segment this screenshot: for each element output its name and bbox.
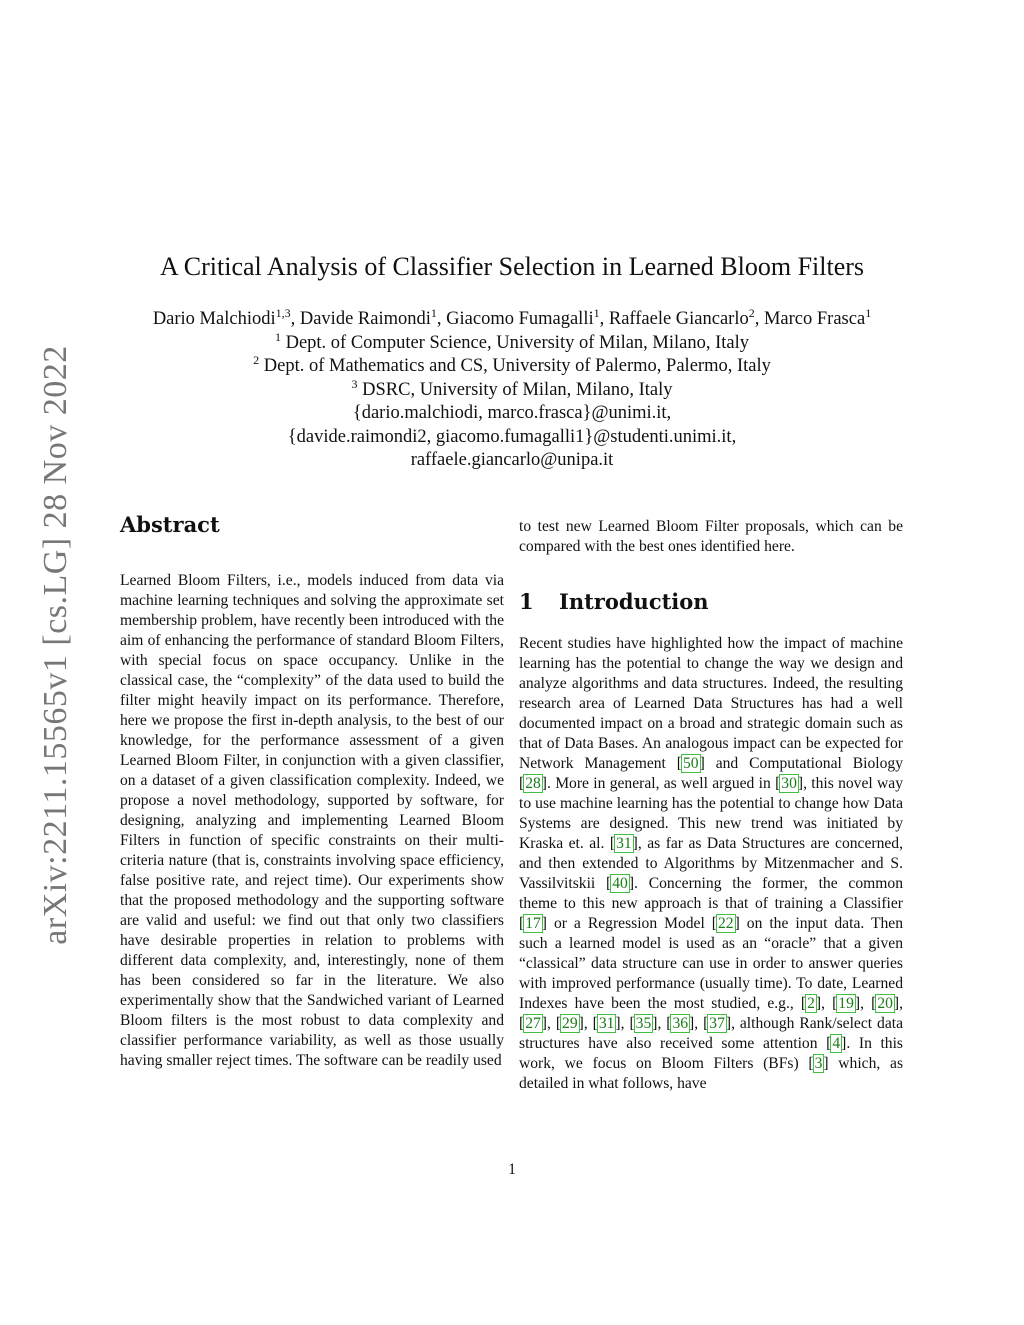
citation-link[interactable]: 31 (598, 1015, 615, 1032)
section-title: Introduction (559, 589, 709, 614)
right-column (519, 517, 903, 1094)
author-affiliation-mark: 1 (430, 306, 437, 320)
author-name: Davide Raimondi (299, 309, 431, 329)
affiliation-line: $^1$ Dept. of Computer Science, University of Milan, Milano, Italy (274, 329, 750, 353)
author-affiliation-mark: 1 (593, 306, 600, 320)
author-affiliation-mark: 1,3 (275, 306, 291, 320)
citation-link[interactable]: 37 (709, 1015, 725, 1032)
affiliation-line: $^2$ Dept. of Mathematics and CS, University of Palermo, Palermo, Italy (253, 353, 771, 376)
citation-link[interactable]: 4 (832, 1035, 841, 1052)
citation-link[interactable]: 19 (838, 995, 854, 1012)
author-name: Dario Malchiodi (152, 309, 276, 329)
arxiv-identifier-stamp: arXiv:2211.15565v1 [cs.LG] 28 Nov 2022 (37, 345, 74, 945)
citation-link[interactable]: 30 (781, 775, 797, 792)
author-name: Marco Frasca (763, 309, 866, 329)
author-list: Dario Malchiodi$^{1,3}$, Davide Raimondi$^1$, Giacomo Fumagalli$^1$, Raffaele Giancarlo$^2$, Marco Frasca$^1$ (152, 306, 872, 329)
page-number: 1 (508, 1161, 516, 1178)
abstract-text: Learned Bloom Filters, i.e., models induced from data via machine learning techniques and solving the approximate set membership problem, have recently been introduced with the aim of enhancing the performance of standard Bloom Filters, with special focus on space occupancy. Unlike in the classical case, the “complexity” of the data used to build the filter might heavily impact on its performance. Therefore, here we propose the first in-depth analysis, to the best of our knowledge, for the performance assessment of a given Learned Bloom Filter, in conjunction with a given classifier, on a dataset of a given classification complexity. Indeed, we propose a novel methodology, supported by software, for designing, analyzing and implementing Learned Bloom Filters in function of specific constraints on their multi-criteria nature (that is, constraints involving space efficiency, false positive rate, and reject time). Our experiments show that the proposed methodology and the supporting software are valid and useful: we find out that only two classifiers have desirable properties in relation to problems with different data complexity, and, interestingly, none of them has been considered so far in the literature. We also experimentally show that the Sandwiched variant of Learned Bloom filters is the most robust to data complexity and classifier performance variability, as well as those usually having smaller reject times. The software can be readily used (120, 572, 504, 1069)
affiliation-mark: 1 (274, 329, 281, 344)
citation-link[interactable]: 50 (683, 755, 699, 772)
citation-link[interactable]: 40 (612, 875, 628, 892)
affiliation-mark: 2 (253, 353, 260, 367)
author-affiliation-mark: 1 (865, 306, 872, 320)
abstract-heading: Abstract (120, 512, 220, 537)
citation-link[interactable]: 27 (525, 1015, 541, 1032)
citation-link[interactable]: 3 (814, 1055, 823, 1072)
introduction-text: Recent studies have highlighted how the impact of machine learning has the potential to change the way we design and analyze algorithms and data structures. Indeed, the resulting research area of Learned Data Structures has had a well documented impact on a broad and strategic domain such as that of Data Bases. An analogous impact can be expected for Network Management [50] and Computational Biology [28]. More in general, as well argued in [30], this novel way to use machine learning has the potential to change how Data Systems are designed. This new trend was initiated by Kraska et. al. [31], as far as Data Structures are concerned, and then extended to Algorithms by Mitzenmacher and S. Vassilvitskii [40]. Concerning the former, the common theme to this new approach is that of training a Classifier [17] or a Regression Model [22] on the input data. Then such a learned model is used as an “oracle” that a given “classical” data structure can use in order to answer queries with improved performance (usually time). To date, Learned Indexes have been the most studied, e.g., [2], [19], [20], [27], [29], [31], [35], [36], [37], although Rank/select data structures have also received some attention [4]. In this work, we focus on Bloom Filters (BFs) [3] which, as detailed in what follows, have (519, 635, 904, 1092)
affiliation-line: $^3$ DSRC, University of Milan, Milano, Italy (351, 376, 673, 400)
paper-title: A Critical Analysis of Classifier Selection in Learned Bloom Filters (159, 252, 865, 281)
citation-link[interactable]: 2 (807, 995, 815, 1012)
email-line-2[interactable]: {davide.raimondi2, giacomo.fumagalli1}@studenti.unimi.it, (287, 426, 737, 447)
affiliation-list (0, 329, 1024, 403)
citation-link[interactable]: 35 (635, 1015, 652, 1032)
citation-link[interactable]: 36 (672, 1015, 689, 1032)
author-name: Giacomo Fumagalli (446, 309, 594, 329)
email-line-1[interactable]: {dario.malchiodi, marco.frasca}@unimi.it, (352, 403, 672, 423)
affiliation-mark: 3 (351, 376, 358, 391)
citation-link[interactable]: 31 (616, 835, 632, 852)
citation-link[interactable]: 29 (562, 1015, 578, 1032)
citation-link[interactable]: 22 (718, 915, 734, 932)
section-number: 1 (519, 589, 534, 614)
email-line-3[interactable]: raffaele.giancarlo@unipa.it (410, 450, 614, 470)
citation-link[interactable]: 28 (525, 775, 541, 792)
left-column (120, 508, 504, 1071)
author-affiliation-mark: 2 (748, 306, 755, 320)
section-heading-introduction (519, 587, 903, 617)
citation-link[interactable]: 17 (525, 915, 541, 932)
abstract-continuation: to test new Learned Bloom Filter proposals, which can be compared with the best ones identified here. (519, 518, 903, 555)
citation-link[interactable]: 20 (877, 995, 893, 1012)
author-name: Raffaele Giancarlo (608, 309, 749, 329)
author-block (0, 308, 1024, 473)
